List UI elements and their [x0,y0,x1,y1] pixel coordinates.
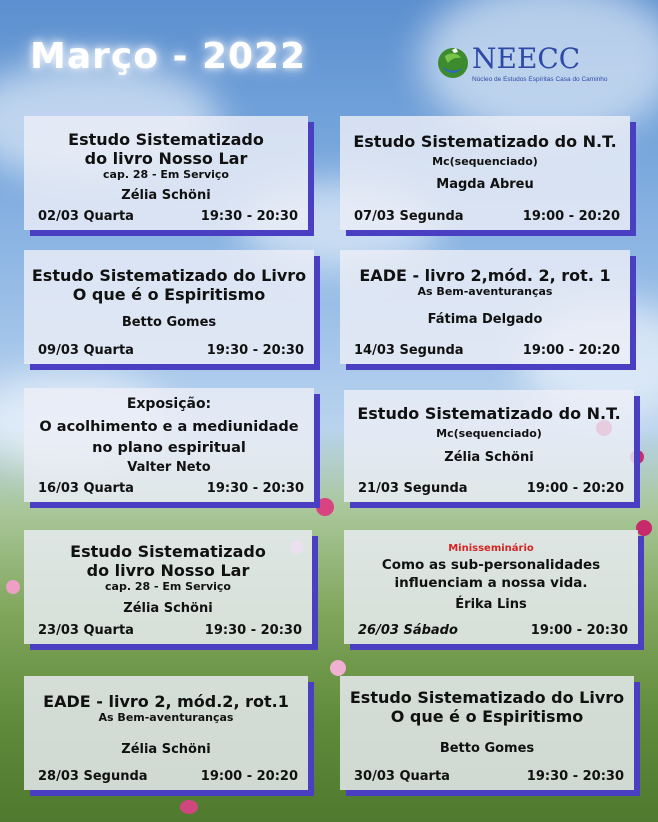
globe-logo-icon [436,46,470,80]
event-speaker: Zélia Schöni [121,188,211,203]
event-time: 19:30 - 20:30 [204,623,302,638]
event-card [340,676,634,790]
flower-decoration [180,800,198,814]
flower-decoration [6,580,20,594]
event-title: Estudo Sistematizado do Livro [349,688,625,707]
event-title: influenciam a nossa vida. [394,575,588,591]
event-card [340,250,630,364]
event-card [340,116,630,230]
event-schedule [358,481,624,496]
flower-decoration [316,498,334,516]
event-heading: Exposição: [126,396,212,412]
event-schedule [38,481,304,496]
logo [436,42,608,90]
event-detail: cap. 28 - Em Serviço [105,580,231,593]
event-schedule [354,343,620,358]
event-schedule [354,769,624,784]
event-date: 23/03 Quarta [38,623,134,638]
event-title: O acolhimento e a mediunidade [39,419,299,435]
event-date: 14/03 Segunda [354,343,464,358]
event-speaker: Betto Gomes [121,315,217,330]
event-detail: Mc(sequenciado) [436,427,542,440]
event-date: 07/03 Segunda [354,209,464,224]
event-date: 09/03 Quarta [38,343,134,358]
event-speaker: Valter Neto [127,460,211,475]
event-speaker: Fátima Delgado [427,312,543,327]
event-time: 19:30 - 20:30 [206,343,304,358]
event-tag: Minisseminário [448,543,534,554]
logo-subtitle: Núcleo de Estudos Espíritas Casa do Caminho [472,76,608,83]
event-card [24,530,312,644]
event-speaker: Érika Lins [455,597,527,612]
event-date: 28/03 Segunda [38,769,148,784]
event-title: Estudo Sistematizado do N.T. [357,404,621,423]
event-date: 26/03 [358,623,399,638]
event-schedule [38,343,304,358]
event-date-group [358,623,458,638]
event-schedule [38,209,298,224]
event-detail: As Bem-aventuranças [417,285,553,298]
event-detail: As Bem-aventuranças [98,711,234,724]
event-title: Como as sub-personalidades [381,557,601,573]
event-time: 19:30 - 20:30 [526,769,624,784]
event-speaker: Zélia Schöni [123,601,213,616]
page-title: Março - 2022 [30,36,307,77]
event-card [24,116,308,230]
event-time: 19:00 - 20:20 [200,769,298,784]
flower-decoration [636,520,652,536]
event-time: 19:00 - 20:30 [530,623,628,638]
event-title: Estudo Sistematizado do N.T. [353,132,617,151]
event-card [344,530,638,644]
event-schedule [358,623,628,638]
event-card [24,388,314,502]
event-speaker: Zélia Schöni [444,450,534,465]
event-card [24,676,308,790]
event-title: EADE - livro 2, mód.2, rot.1 [43,692,289,711]
event-title: do livro Nosso Lar [84,149,248,168]
event-time: 19:00 - 20:20 [522,343,620,358]
event-time: 19:00 - 20:20 [526,481,624,496]
event-schedule [354,209,620,224]
event-card [344,390,634,502]
event-title: do livro Nosso Lar [86,561,250,580]
event-title: Estudo Sistematizado do Livro [31,266,307,285]
event-time: 19:00 - 20:20 [522,209,620,224]
event-card [24,250,314,364]
logo-name: NEECC [472,42,581,75]
event-title: no plano espiritual [92,440,246,456]
event-date: 21/03 Segunda [358,481,468,496]
event-speaker: Betto Gomes [439,741,535,756]
event-speaker: Magda Abreu [436,177,534,192]
event-title: EADE - livro 2,mód. 2, rot. 1 [359,266,611,285]
event-time: 19:30 - 20:30 [206,481,304,496]
event-detail: Mc(sequenciado) [432,155,538,168]
event-date: 02/03 Quarta [38,209,134,224]
event-title: Estudo Sistematizado [70,542,266,561]
event-title: O que é o Espiritismo [390,707,584,726]
event-speaker: Zélia Schöni [121,742,211,757]
event-day: Sábado [403,623,458,638]
event-title: O que é o Espiritismo [72,285,266,304]
event-schedule [38,623,302,638]
event-schedule [38,769,298,784]
event-title: Estudo Sistematizado [68,130,264,149]
event-detail: cap. 28 - Em Serviço [103,168,229,181]
event-time: 19:30 - 20:30 [200,209,298,224]
event-date: 30/03 Quarta [354,769,450,784]
event-date: 16/03 Quarta [38,481,134,496]
flower-decoration [330,660,346,676]
